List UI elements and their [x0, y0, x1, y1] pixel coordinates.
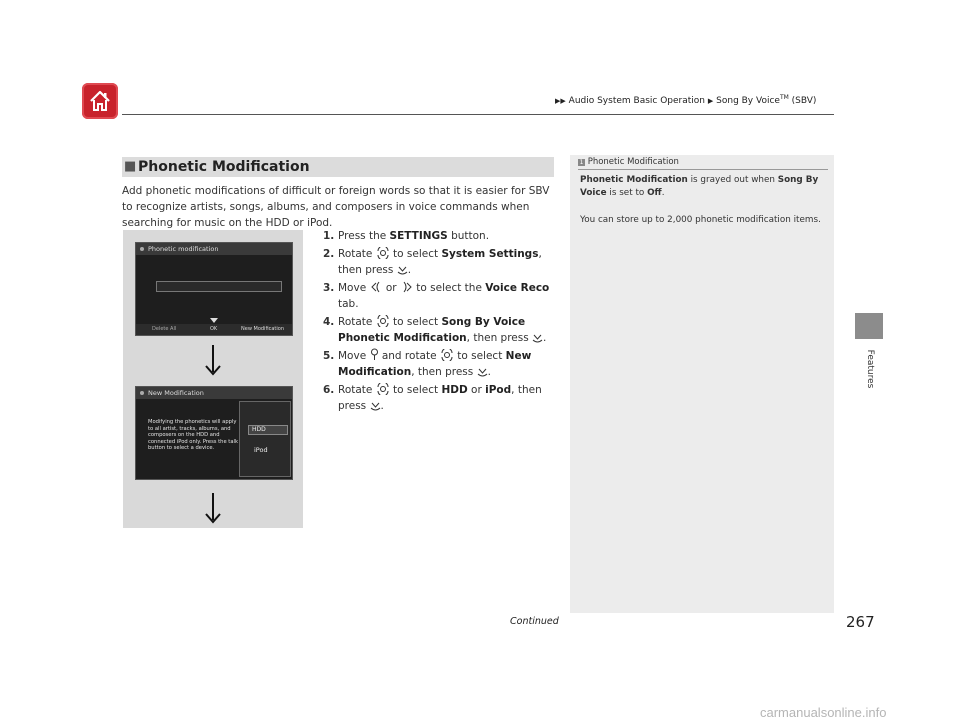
pointer-down-icon [210, 318, 218, 323]
section-header [122, 157, 554, 177]
screen-header: New Modification [136, 387, 292, 399]
device-picker [239, 401, 291, 477]
home-icon [87, 88, 113, 114]
screen-softkeys [136, 324, 292, 335]
breadcrumb-item-sbv-suffix: (SBV) [788, 96, 817, 106]
step-6: 6. Rotate to select HDD or iPod, then press . [323, 384, 542, 412]
step-2: 2. Rotate to select System Settings, then press . [323, 248, 542, 276]
dial-press-icon [532, 331, 543, 343]
breadcrumb-arrow-icon: ▶ [707, 97, 714, 105]
continued-label: Continued [510, 616, 559, 627]
dial-move-down-icon [370, 348, 379, 361]
breadcrumb-item-audio[interactable]: Audio System Basic Operation [568, 96, 705, 106]
interface-dial-rotate-icon [440, 349, 454, 361]
screen-header: Phonetic modification [136, 243, 292, 255]
breadcrumb-item-sbv[interactable]: Song By Voice [716, 96, 780, 106]
step-4: 4. Rotate to select Song By Voice Phonetic Modification, then press . [323, 316, 547, 344]
ok-softkey: OK [210, 326, 218, 332]
screen-message: Modifying the phonetics will apply to all artist, tracks, albums, and composers on the HDD and connected iPod only. Press the talk button to select a device. [148, 419, 238, 451]
trademark-mark: TM [779, 94, 789, 101]
delete-all-softkey: Delete All [152, 326, 177, 332]
breadcrumb [555, 94, 816, 106]
note-badge: 1 [579, 159, 584, 166]
arrow-down-icon [203, 492, 223, 524]
dial-press-icon [477, 365, 488, 377]
interface-dial-rotate-icon [376, 383, 390, 395]
note-heading: 1 Phonetic Modification [579, 157, 679, 167]
step-3: 3. Move or to select the Voice Reco tab. [323, 282, 550, 310]
page-number: 267 [846, 613, 875, 631]
home-button[interactable] [82, 83, 118, 119]
interface-dial-rotate-icon [376, 315, 390, 327]
option-hdd: HDD [248, 425, 288, 435]
note-paragraph-1: Phonetic Modification is grayed out when Song By Voice is set to Off. [580, 175, 819, 198]
interface-dial-rotate-icon [376, 247, 390, 259]
step-5: 5. Move and rotate to select New Modification, then press . [323, 350, 532, 378]
watermark: carmanualsonline.info [760, 705, 887, 720]
header-rule [122, 114, 834, 115]
dial-press-icon [370, 399, 381, 411]
side-tab-label: Features [865, 349, 875, 389]
section-title: Phonetic Modification [138, 159, 310, 175]
dial-press-icon [397, 263, 408, 275]
section-square-icon: ■ [124, 159, 137, 174]
intro-paragraph: Add phonetic modifications of difficult or foreign words so that it is easier for SBV to recognize artists, songs, albums, and composers in voice commands when searching for music on the HDD or iPod. [122, 185, 550, 229]
steps-list [323, 228, 555, 416]
note-paragraph-2: You can store up to 2,000 phonetic modification items. [580, 215, 821, 225]
phonetic-entry-field [156, 281, 282, 292]
dial-move-right-icon [400, 281, 413, 293]
new-modification-softkey: New Modification [241, 326, 284, 332]
note-rule [578, 169, 828, 170]
step-1: 1. Press the SETTINGS button. [323, 230, 490, 242]
option-ipod: iPod [254, 446, 268, 454]
dial-move-left-icon [370, 281, 383, 293]
phonetic-modification-screen [135, 242, 293, 336]
arrow-down-icon [203, 344, 223, 376]
new-modification-screen [135, 386, 293, 480]
note-sidebar [570, 155, 834, 613]
side-tab-marker [855, 313, 883, 339]
side-tab-features[interactable] [850, 344, 890, 394]
screen-illustration-panel [123, 230, 303, 528]
breadcrumb-arrow-icon: ▶▶ [555, 97, 566, 105]
